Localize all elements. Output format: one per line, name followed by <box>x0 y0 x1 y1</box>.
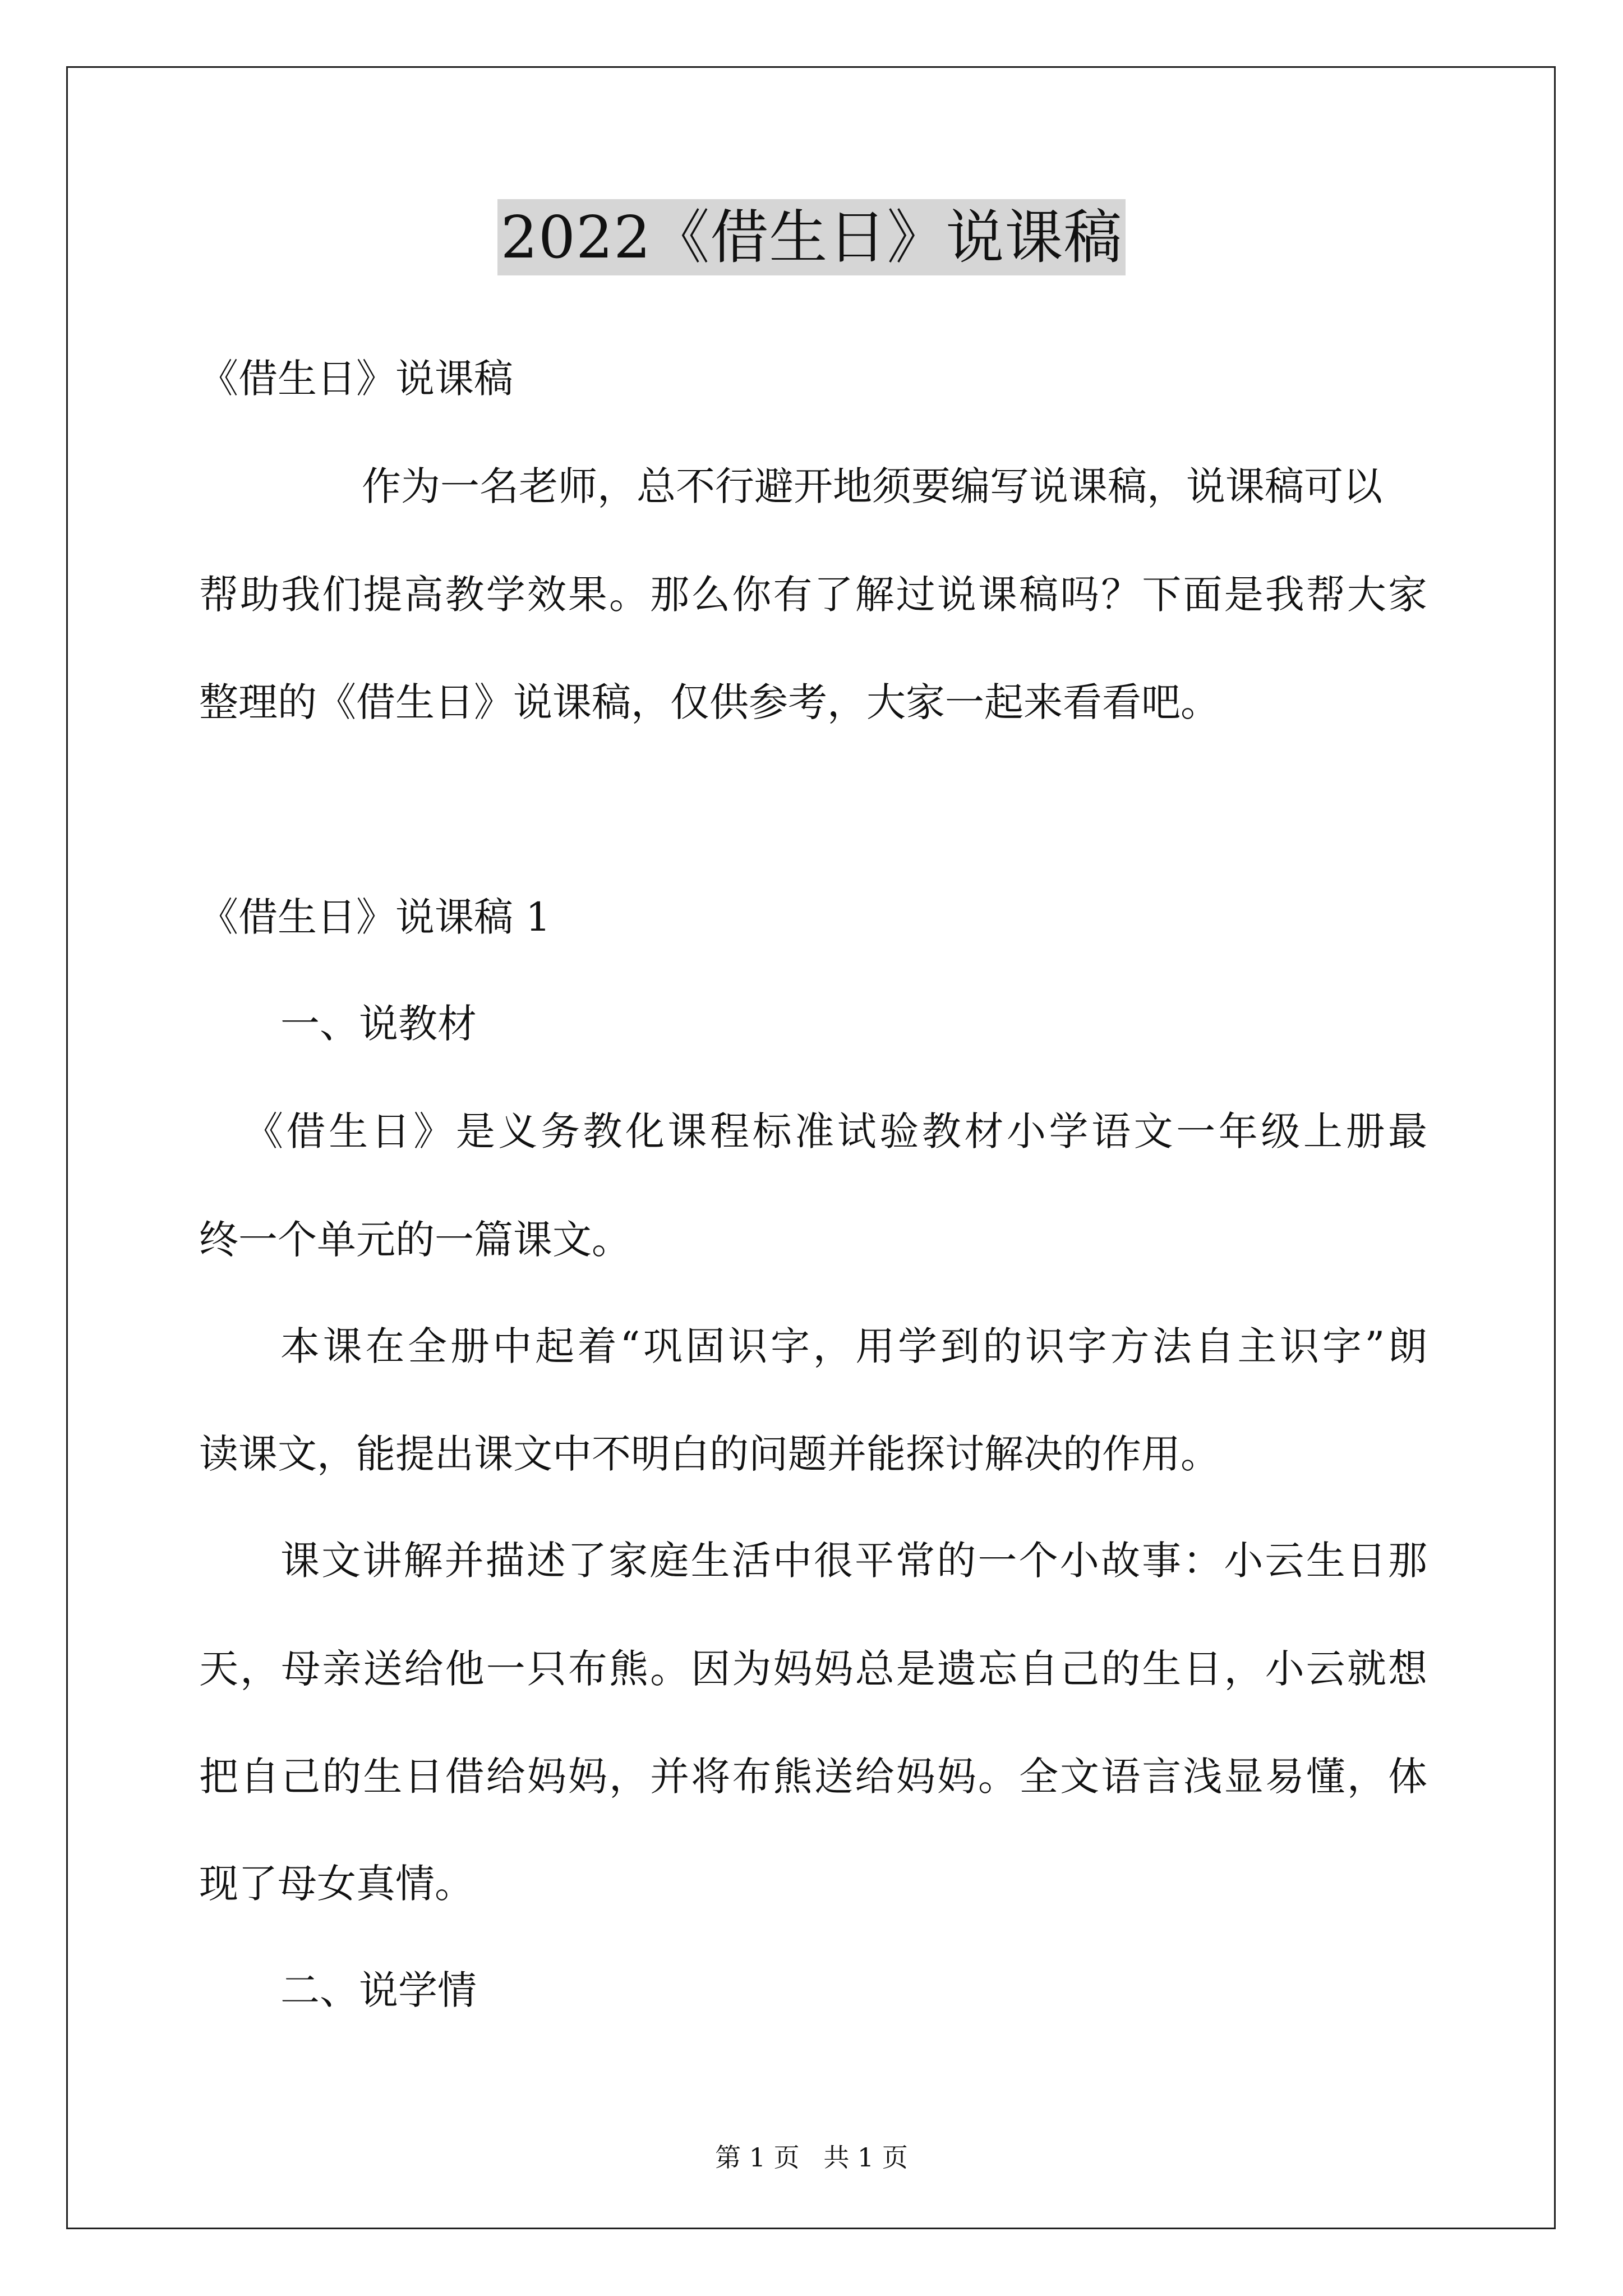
para3-line-4: 现了母女真情。 <box>199 1861 474 1907</box>
para2-line-1: 本课在全册中起着“巩固识字，用学到的识字方法自主识字”朗 <box>280 1323 1427 1369</box>
section-heading: 《借生日》说课稿 1 <box>199 894 551 940</box>
para3-line-2: 天，母亲送给他一只布熊。因为妈妈总是遗忘自己的生日，小云就想 <box>199 1646 1427 1692</box>
page-total: 共 1 页 <box>823 2142 908 2173</box>
part1-heading: 一、说教材 <box>280 1001 477 1047</box>
intro-line-2: 帮助我们提高教学效果。那么你有了解过说课稿吗？下面是我帮大家 <box>199 572 1427 618</box>
para2-line-2: 读课文，能提出课文中不明白的问题并能探讨解决的作用。 <box>199 1431 1220 1477</box>
para3-line-3: 把自己的生日借给妈妈，并将布熊送给妈妈。全文语言浅显易懂，体 <box>199 1754 1427 1800</box>
intro-line-3: 整理的《借生日》说课稿，仅供参考，大家一起来看看吧。 <box>199 679 1220 725</box>
page-number: 第 1 页 <box>715 2142 800 2173</box>
page-footer <box>0 2142 1623 2173</box>
para3-line-1: 课文讲解并描述了家庭生活中很平常的一个小故事：小云生日那 <box>280 1538 1427 1584</box>
para1-line-1: 《借生日》是义务教化课程标准试验教材小学语文一年级上册最 <box>244 1108 1427 1154</box>
document-title: 2022《借生日》说课稿 <box>497 199 1126 275</box>
subtitle: 《借生日》说课稿 <box>199 356 513 402</box>
part2-heading: 二、说学情 <box>280 1967 477 2013</box>
title-container <box>0 199 1623 275</box>
intro-line-1: 作为一名老师，总不行避开地须要编写说课稿，说课稿可以 <box>362 463 1382 509</box>
para1-line-2: 终一个单元的一篇课文。 <box>199 1217 631 1263</box>
